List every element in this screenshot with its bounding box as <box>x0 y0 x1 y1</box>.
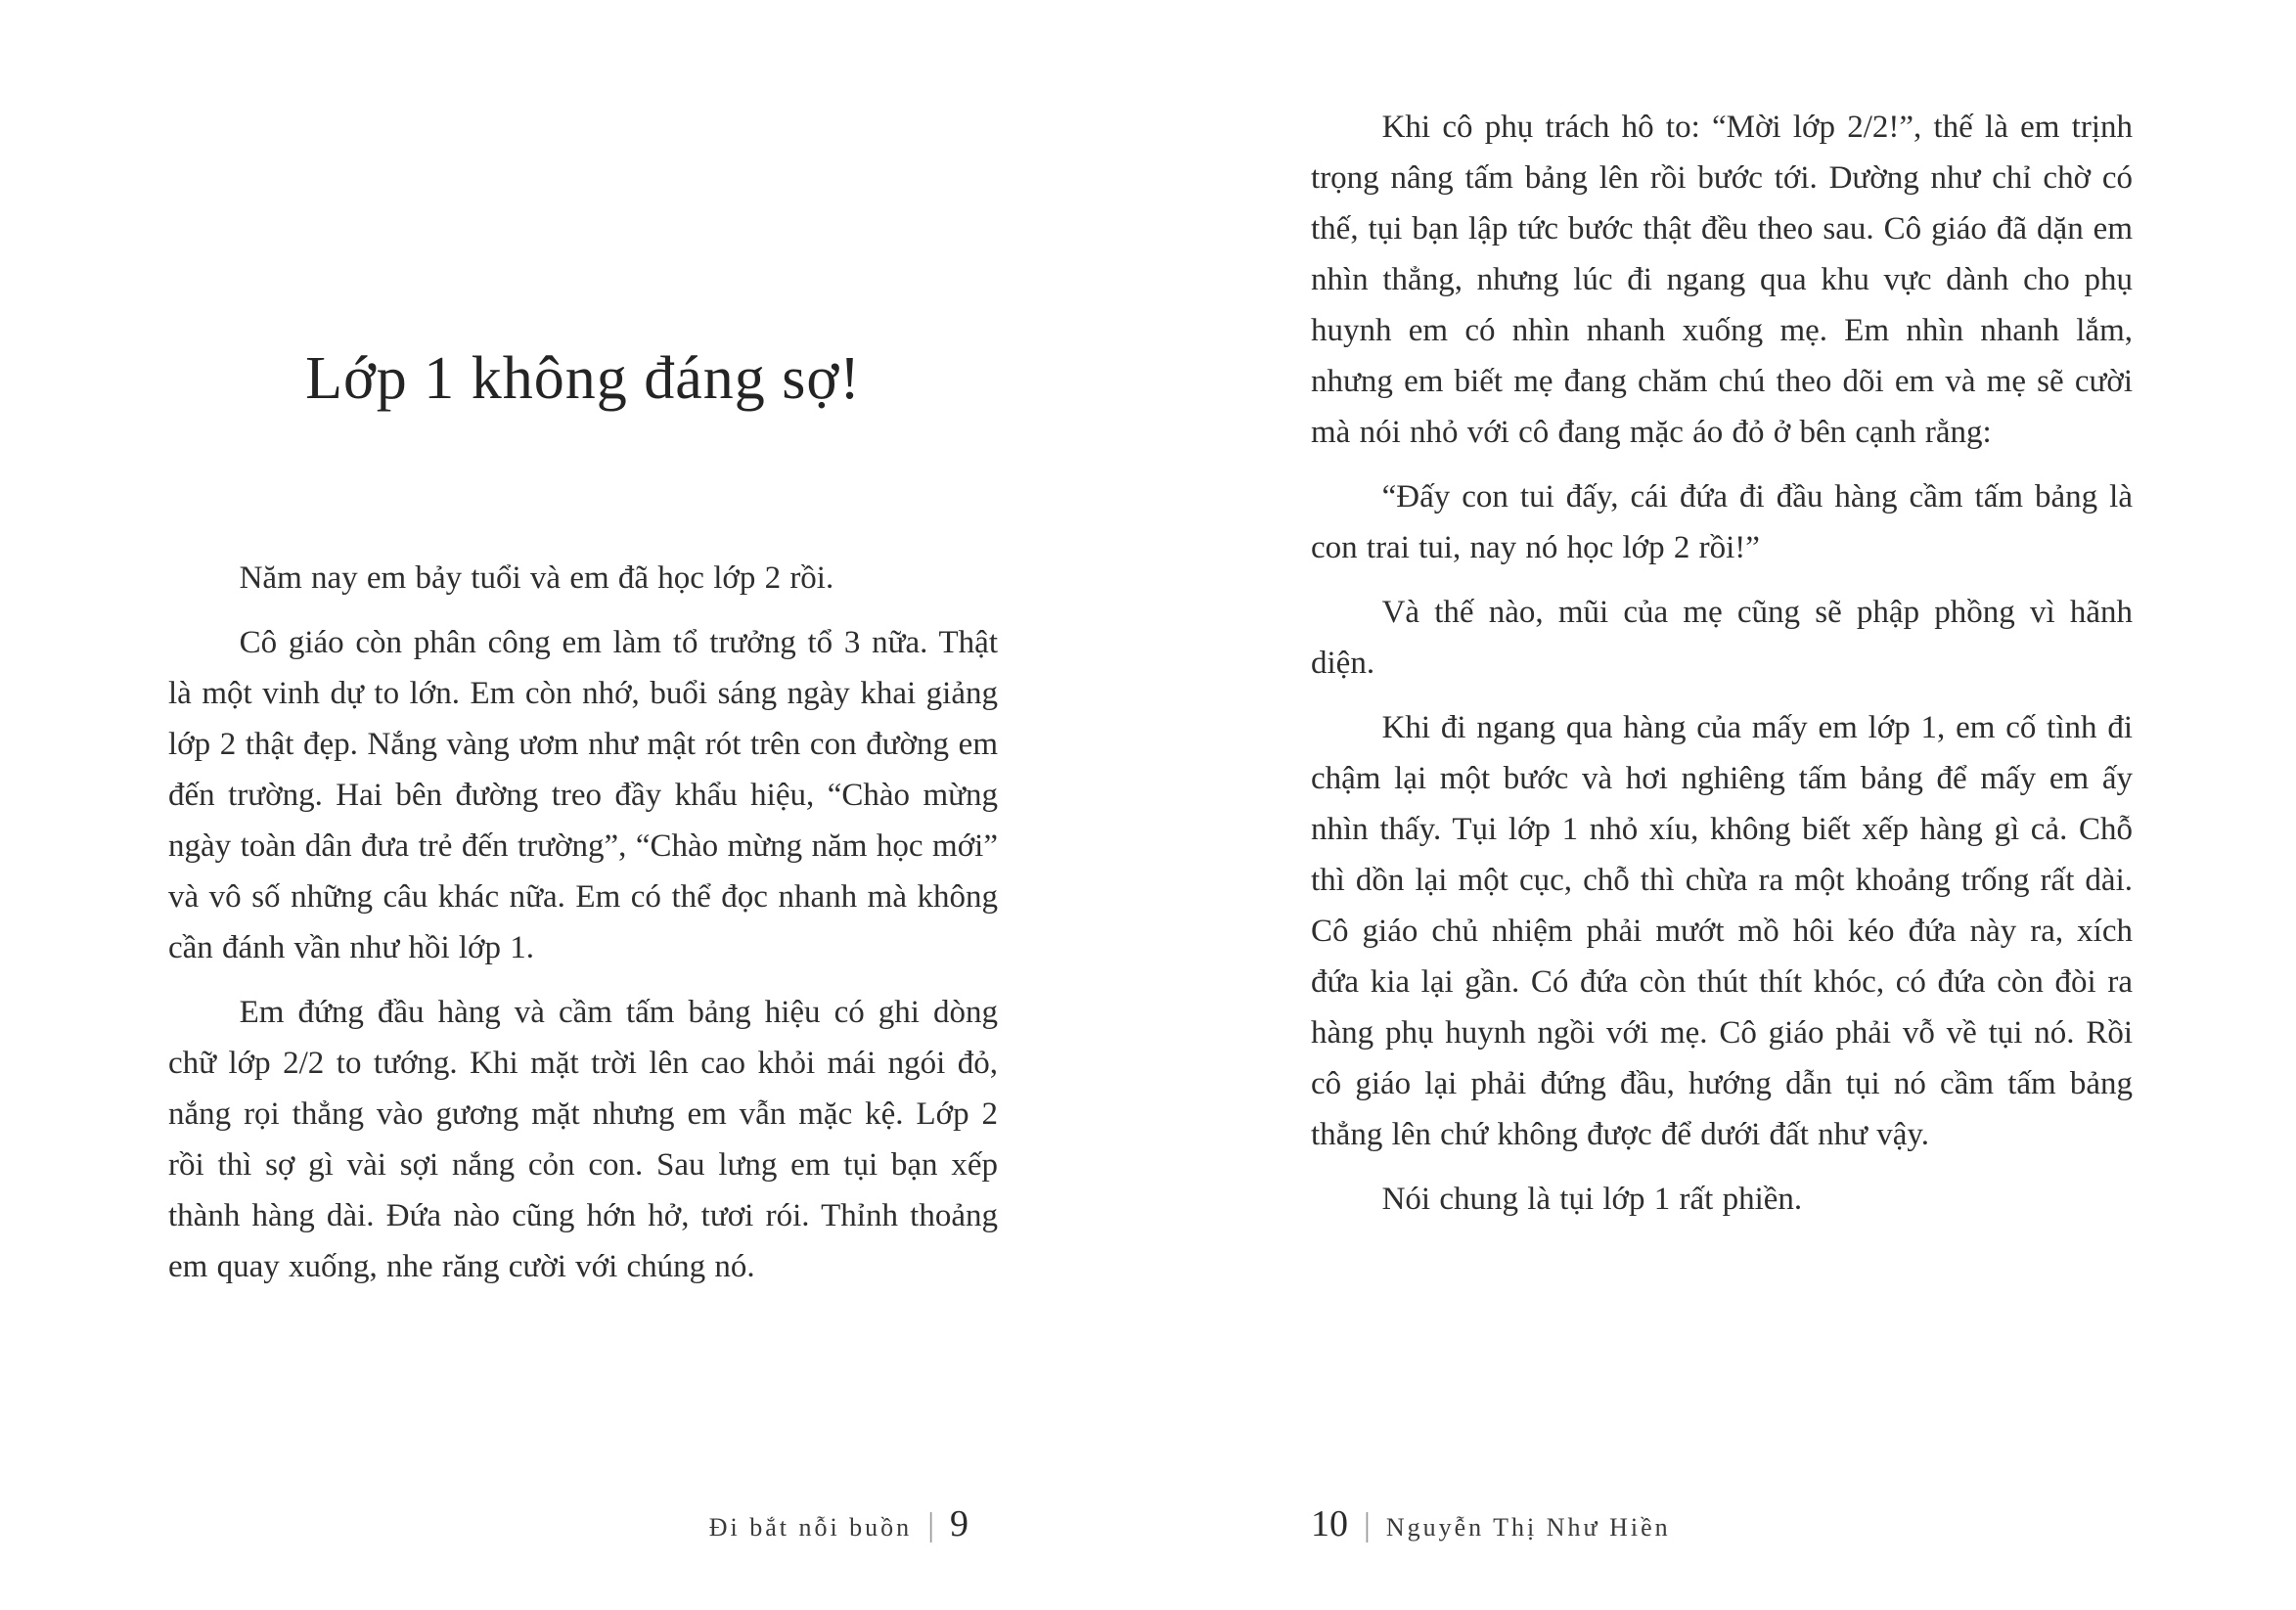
left-page-footer <box>168 1502 968 1561</box>
right-page <box>1311 0 2133 1610</box>
footer-author-name: Nguyễn Thị Như Hiền <box>1385 1513 1671 1542</box>
page-number-right: 10 <box>1311 1503 1348 1544</box>
paragraph: Và thế nào, mũi của mẹ cũng sẽ phập phồng vì hãnh diện. <box>1311 595 2133 681</box>
right-page-body <box>1311 102 2133 1225</box>
paragraph: Nói chung là tụi lớp 1 rất phiền. <box>1381 1182 1803 1217</box>
left-page-body <box>168 553 998 1292</box>
chapter-title: Lớp 1 không đáng sợ! <box>305 345 861 412</box>
footer-divider: | <box>927 1507 934 1543</box>
left-page <box>168 0 998 1610</box>
footer-divider: | <box>1364 1507 1371 1543</box>
footer-book-title: Đi bắt nỗi buồn <box>708 1513 913 1542</box>
page-number-left: 9 <box>950 1503 968 1544</box>
paragraph: Khi cô phụ trách hô to: “Mời lớp 2/2!”, thế là em trịnh trọng nâng tấm bảng lên rồi bước tới. Dường như chỉ chờ có thế, tụi bạn lập tức bước thật đều theo sau. Cô giáo đã dặn em nhìn thẳng, nhưng lúc đi ngang qua khu vực dành cho phụ huynh em có nhìn nhanh xuống mẹ. Em nhìn nhanh lắm, nhưng em biết mẹ đang chăm chú theo dõi em và mẹ sẽ cười mà nói nhỏ với cô đang mặc áo đỏ ở bên cạnh rằng: <box>1311 110 2133 450</box>
paragraph: “Đấy con tui đấy, cái đứa đi đầu hàng cầm tấm bảng là con trai tui, nay nó học lớp 2 rồi!” <box>1311 479 2133 565</box>
paragraph: Em đứng đầu hàng và cầm tấm bảng hiệu có ghi dòng chữ lớp 2/2 to tướng. Khi mặt trời lên cao khỏi mái ngói đỏ, nắng rọi thẳng vào gương mặt nhưng em vẫn mặc kệ. Lớp 2 rồi thì sợ gì vài sợi nắng cỏn con. Sau lưng em tụi bạn xếp thành hàng dài. Đứa nào cũng hớn hở, tươi rói. Thỉnh thoảng em quay xuống, nhe răng cười với chúng nó. <box>168 995 998 1284</box>
right-page-footer <box>1311 1502 2133 1561</box>
paragraph: Năm nay em bảy tuổi và em đã học lớp 2 rồi. <box>239 560 834 596</box>
paragraph: Khi đi ngang qua hàng của mấy em lớp 1, em cố tình đi chậm lại một bước và hơi nghiêng tấm bảng để mấy em ấy nhìn thấy. Tụi lớp 1 nhỏ xíu, không biết xếp hàng gì cả. Chỗ thì dồn lại một cục, chỗ thì chừa ra một khoảng trống rất dài. Cô giáo chủ nhiệm phải mướt mồ hôi kéo đứa này ra, xích đứa kia lại gần. Có đứa còn thút thít khóc, có đứa còn đòi ra hàng phụ huynh ngồi với mẹ. Cô giáo phải vỗ về tụi nó. Rồi cô giáo lại phải đứng đầu, hướng dẫn tụi nó cầm tấm bảng thẳng lên chứ không được để dưới đất như vậy. <box>1311 710 2133 1152</box>
paragraph: Cô giáo còn phân công em làm tổ trưởng tổ 3 nữa. Thật là một vinh dự to lớn. Em còn nhớ, buổi sáng ngày khai giảng lớp 2 thật đẹp. Nắng vàng ươm như mật rót trên con đường em đến trường. Hai bên đường treo đầy khẩu hiệu, “Chào mừng ngày toàn dân đưa trẻ đến trường”, “Chào mừng năm học mới” và vô số những câu khác nữa. Em có thể đọc nhanh mà không cần đánh vần như hồi lớp 1. <box>168 625 998 965</box>
